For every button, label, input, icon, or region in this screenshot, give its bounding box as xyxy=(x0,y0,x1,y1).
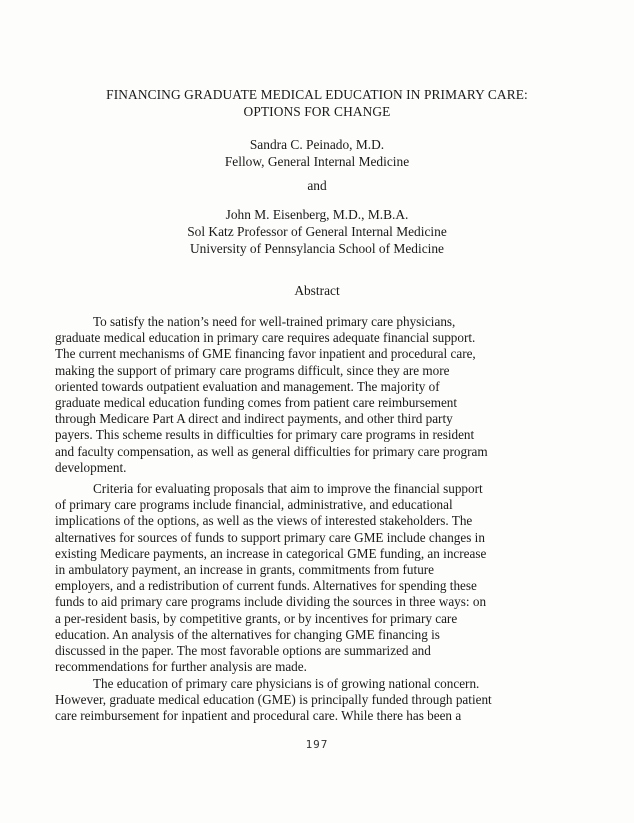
paragraph-line: education. An analysis of the alternatives for changing GME financing is xyxy=(55,626,440,642)
author-block-1 xyxy=(0,136,634,170)
paragraph-line: discussed in the paper. The most favorable options are summarized and xyxy=(55,643,431,659)
paper-title xyxy=(0,86,634,120)
author-2-institution: University of Pennsylancia School of Medicine xyxy=(190,241,444,256)
author-conjunction xyxy=(0,177,634,194)
paragraph-line: implications of the options, as well as the views of interested stakeholders. The xyxy=(55,513,473,529)
paragraph-line: funds to aid primary care programs include dividing the sources in three ways: on xyxy=(55,594,487,610)
title-line-1: FINANCING GRADUATE MEDICAL EDUCATION IN PRIMARY CARE: xyxy=(106,87,528,102)
author-block-2 xyxy=(0,206,634,257)
paragraph-line: care reimbursement for inpatient and procedural care. While there has been a xyxy=(55,708,462,724)
author-1-position: Fellow, General Internal Medicine xyxy=(224,154,410,169)
paragraph-line: existing Medicare payments, an increase in categorical GME funding, an increase xyxy=(55,545,487,561)
paragraph-line: oriented towards outpatient evaluation and management. The majority of xyxy=(55,378,440,394)
paragraph-line: making the support of primary care programs difficult, since they are more xyxy=(55,362,450,378)
page-number: 197 xyxy=(305,738,329,751)
paragraph-line: graduate medical education in primary care requires adequate financial support. xyxy=(55,330,476,346)
title-line-2: OPTIONS FOR CHANGE xyxy=(243,104,391,119)
paragraph-line: To satisfy the nation’s need for well-trained primary care physicians, xyxy=(93,314,456,329)
author-1-name: Sandra C. Peinado, M.D. xyxy=(249,137,385,152)
paragraph-line: The education of primary care physicians is of growing national concern. xyxy=(93,676,480,691)
paragraph-line: graduate medical education funding comes from patient care reimbursement xyxy=(55,395,458,411)
paragraph-line: in ambulatory payment, an increase in grants, commitments from future xyxy=(55,562,435,578)
paragraph-line: recommendations for further analysis are made. xyxy=(55,659,307,675)
paragraph-line: However, graduate medical education (GME) is principally funded through patient xyxy=(55,692,492,708)
paragraph-line: alternatives for sources of funds to support primary care GME include changes in xyxy=(55,529,485,545)
paragraph-line: and faculty compensation, as well as general difficulties for primary care program xyxy=(55,443,488,459)
paragraph-line: through Medicare Part A direct and indirect payments, and other third party xyxy=(55,411,453,427)
abstract-paragraph-1 xyxy=(55,314,585,476)
paragraph-line: of primary care programs include financial, administrative, and educational xyxy=(55,497,453,513)
abstract-heading xyxy=(0,282,634,299)
conjunction-text: and xyxy=(307,178,327,193)
author-2-position: Sol Katz Professor of General Internal Medicine xyxy=(187,224,447,239)
abstract-paragraph-2 xyxy=(55,481,585,675)
body-paragraph-1 xyxy=(55,676,585,725)
paragraph-line: employers, and a redistribution of current funds. Alternatives for spending these xyxy=(55,578,477,594)
paragraph-line: The current mechanisms of GME financing favor inpatient and procedural care, xyxy=(55,346,476,362)
paragraph-line: payers. This scheme results in difficulties for primary care programs in resident xyxy=(55,427,475,443)
paragraph-line: development. xyxy=(55,459,127,475)
paragraph-line: Criteria for evaluating proposals that aim to improve the financial support xyxy=(93,481,483,496)
paragraph-line: a per-resident basis, by competitive grants, or by incentives for primary care xyxy=(55,610,458,626)
abstract-heading-text: Abstract xyxy=(294,283,340,298)
author-2-name: John M. Eisenberg, M.D., M.B.A. xyxy=(225,207,409,222)
